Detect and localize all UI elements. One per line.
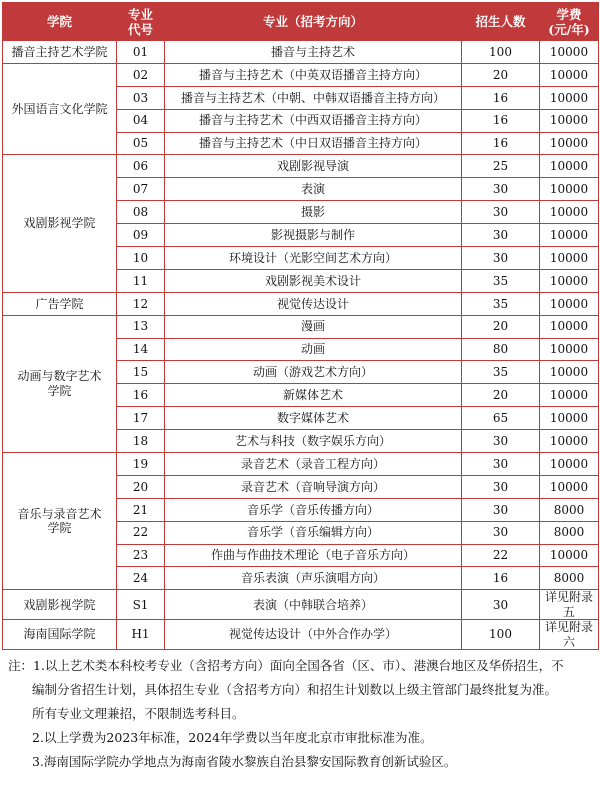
major-cell: 录音艺术（录音工程方向） bbox=[165, 453, 462, 476]
code-cell: 17 bbox=[117, 407, 165, 430]
code-cell: 19 bbox=[117, 453, 165, 476]
table-row bbox=[3, 590, 599, 620]
fee-cell: 10000 bbox=[540, 475, 599, 498]
major-cell: 表演 bbox=[165, 178, 462, 201]
major-cell: 作曲与作曲技术理论（电子音乐方向） bbox=[165, 544, 462, 567]
table-row bbox=[3, 41, 599, 64]
major-cell: 新媒体艺术 bbox=[165, 384, 462, 407]
fee-cell: 10000 bbox=[540, 269, 599, 292]
major-cell: 戏剧影视导演 bbox=[165, 155, 462, 178]
fee-cell: 10000 bbox=[540, 384, 599, 407]
code-cell: 04 bbox=[117, 109, 165, 132]
code-cell: S1 bbox=[117, 590, 165, 620]
code-cell: 16 bbox=[117, 384, 165, 407]
code-cell: 06 bbox=[117, 155, 165, 178]
code-cell: 08 bbox=[117, 201, 165, 224]
major-cell: 动画（游戏艺术方向） bbox=[165, 361, 462, 384]
college-cell bbox=[3, 590, 117, 620]
note-1-line-2: 编制分省招生计划，具体招生专业（含招考方向）和招生计划数以上级主管部门最终批复为准。 bbox=[32, 682, 558, 697]
major-cell: 表演（中韩联合培养） bbox=[165, 590, 462, 620]
college-name: 海南国际学院 bbox=[23, 627, 96, 642]
major-cell: 播音与主持艺术 bbox=[165, 41, 462, 64]
quota-cell: 100 bbox=[462, 41, 540, 64]
college-cell bbox=[3, 620, 117, 650]
table-row bbox=[3, 292, 599, 315]
college-cell bbox=[3, 453, 117, 590]
code-cell: 15 bbox=[117, 361, 165, 384]
major-cell: 环境设计（光影空间艺术方向） bbox=[165, 247, 462, 270]
college-name: 戏剧影视学院 bbox=[23, 216, 96, 231]
note-3: 3.海南国际学院办学地点为海南省陵水黎族自治县黎安国际教育创新试验区。 bbox=[32, 754, 457, 769]
college-name: 播音主持艺术学院 bbox=[11, 44, 108, 59]
fee-cell: 详见附录六 bbox=[540, 620, 599, 650]
major-cell: 视觉传达设计（中外合作办学） bbox=[165, 620, 462, 650]
note-2: 2.以上学费为2023年标准，2024年学费以当年度北京市审批标准为准。 bbox=[32, 730, 433, 745]
note-1-line-3: 所有专业文理兼招，不限制选考科目。 bbox=[32, 706, 245, 721]
code-cell: 02 bbox=[117, 63, 165, 86]
major-cell: 摄影 bbox=[165, 201, 462, 224]
fee-cell: 10000 bbox=[540, 407, 599, 430]
major-cell: 播音与主持艺术（中朝、中韩双语播音主持方向） bbox=[165, 86, 462, 109]
header-college: 学院 bbox=[3, 3, 117, 41]
fee-cell: 8000 bbox=[540, 521, 599, 544]
fee-cell: 10000 bbox=[540, 109, 599, 132]
major-cell: 播音与主持艺术（中日双语播音主持方向） bbox=[165, 132, 462, 155]
major-cell: 艺术与科技（数字娱乐方向） bbox=[165, 430, 462, 453]
fee-cell: 10000 bbox=[540, 315, 599, 338]
code-cell: 10 bbox=[117, 247, 165, 270]
quota-cell: 22 bbox=[462, 544, 540, 567]
quota-cell: 30 bbox=[462, 178, 540, 201]
quota-cell: 30 bbox=[462, 201, 540, 224]
code-cell: 09 bbox=[117, 224, 165, 247]
table-row bbox=[3, 155, 599, 178]
header-quota: 招生人数 bbox=[462, 3, 540, 41]
fee-cell: 10000 bbox=[540, 178, 599, 201]
quota-cell: 30 bbox=[462, 521, 540, 544]
header-fee-line2: (元/年) bbox=[548, 21, 590, 37]
quota-cell: 35 bbox=[462, 361, 540, 384]
college-name: 动画与数字艺术 bbox=[17, 369, 102, 384]
major-cell: 漫画 bbox=[165, 315, 462, 338]
major-cell: 数字媒体艺术 bbox=[165, 407, 462, 430]
notes-section bbox=[8, 654, 596, 774]
table-row bbox=[3, 315, 599, 338]
major-cell: 播音与主持艺术（中英双语播音主持方向） bbox=[165, 63, 462, 86]
header-code-line2: 代号 bbox=[127, 21, 153, 37]
major-cell: 戏剧影视美术设计 bbox=[165, 269, 462, 292]
major-cell: 动画 bbox=[165, 338, 462, 361]
quota-cell: 16 bbox=[462, 109, 540, 132]
fee-cell: 10000 bbox=[540, 292, 599, 315]
code-cell: 07 bbox=[117, 178, 165, 201]
quota-cell: 30 bbox=[462, 475, 540, 498]
fee-cell: 10000 bbox=[540, 453, 599, 476]
college-name: 戏剧影视学院 bbox=[23, 597, 96, 612]
quota-cell: 16 bbox=[462, 567, 540, 590]
college-name: 学院 bbox=[47, 521, 72, 536]
header-major: 专业（招考方向） bbox=[165, 3, 462, 41]
fee-cell: 10000 bbox=[540, 247, 599, 270]
fee-cell: 8000 bbox=[540, 567, 599, 590]
college-cell bbox=[3, 41, 117, 64]
table-body bbox=[3, 41, 599, 650]
code-cell: H1 bbox=[117, 620, 165, 650]
note-1-line-1: 注：1.以上艺术类本科校考专业（含招考方向）面向全国各省（区、市）、港澳台地区及华侨招生，不 bbox=[8, 658, 564, 673]
quota-cell: 100 bbox=[462, 620, 540, 650]
college-cell bbox=[3, 292, 117, 315]
quota-cell: 30 bbox=[462, 590, 540, 620]
code-cell: 11 bbox=[117, 269, 165, 292]
code-cell: 13 bbox=[117, 315, 165, 338]
table-row bbox=[3, 620, 599, 650]
fee-cell: 10000 bbox=[540, 338, 599, 361]
code-cell: 23 bbox=[117, 544, 165, 567]
college-name: 音乐与录音艺术 bbox=[17, 506, 102, 521]
fee-cell: 10000 bbox=[540, 544, 599, 567]
fee-cell: 10000 bbox=[540, 63, 599, 86]
code-cell: 24 bbox=[117, 567, 165, 590]
table-row bbox=[3, 453, 599, 476]
quota-cell: 30 bbox=[462, 453, 540, 476]
fee-cell: 10000 bbox=[540, 155, 599, 178]
college-name: 学院 bbox=[47, 383, 72, 398]
header-fee-line1: 学费 bbox=[556, 6, 582, 22]
table-row bbox=[3, 63, 599, 86]
code-cell: 12 bbox=[117, 292, 165, 315]
quota-cell: 30 bbox=[462, 498, 540, 521]
fee-cell: 8000 bbox=[540, 498, 599, 521]
fee-cell: 10000 bbox=[540, 41, 599, 64]
header-row bbox=[3, 3, 599, 41]
code-cell: 14 bbox=[117, 338, 165, 361]
fee-cell: 10000 bbox=[540, 361, 599, 384]
quota-cell: 80 bbox=[462, 338, 540, 361]
major-cell: 音乐学（音乐传播方向） bbox=[165, 498, 462, 521]
quota-cell: 25 bbox=[462, 155, 540, 178]
college-cell bbox=[3, 63, 117, 155]
header-fee bbox=[540, 3, 599, 41]
code-cell: 05 bbox=[117, 132, 165, 155]
fee-cell: 10000 bbox=[540, 132, 599, 155]
code-cell: 01 bbox=[117, 41, 165, 64]
quota-cell: 20 bbox=[462, 384, 540, 407]
header-code-line1: 专业 bbox=[127, 6, 153, 22]
code-cell: 21 bbox=[117, 498, 165, 521]
header-code bbox=[117, 3, 165, 41]
fee-cell: 详见附录五 bbox=[540, 590, 599, 620]
college-name: 广告学院 bbox=[35, 296, 84, 311]
fee-cell: 10000 bbox=[540, 201, 599, 224]
quota-cell: 35 bbox=[462, 269, 540, 292]
quota-cell: 30 bbox=[462, 430, 540, 453]
major-cell: 播音与主持艺术（中西双语播音主持方向） bbox=[165, 109, 462, 132]
quota-cell: 16 bbox=[462, 86, 540, 109]
quota-cell: 20 bbox=[462, 315, 540, 338]
code-cell: 18 bbox=[117, 430, 165, 453]
college-name: 外国语言文化学院 bbox=[11, 101, 108, 116]
major-cell: 音乐表演（声乐演唱方向） bbox=[165, 567, 462, 590]
major-cell: 影视摄影与制作 bbox=[165, 224, 462, 247]
code-cell: 22 bbox=[117, 521, 165, 544]
quota-cell: 30 bbox=[462, 224, 540, 247]
fee-cell: 10000 bbox=[540, 430, 599, 453]
quota-cell: 20 bbox=[462, 63, 540, 86]
college-cell bbox=[3, 155, 117, 292]
major-cell: 录音艺术（音响导演方向） bbox=[165, 475, 462, 498]
college-cell bbox=[3, 315, 117, 452]
major-cell: 音乐学（音乐编辑方向） bbox=[165, 521, 462, 544]
fee-cell: 10000 bbox=[540, 224, 599, 247]
quota-cell: 30 bbox=[462, 247, 540, 270]
quota-cell: 65 bbox=[462, 407, 540, 430]
code-cell: 03 bbox=[117, 86, 165, 109]
quota-cell: 16 bbox=[462, 132, 540, 155]
admissions-table bbox=[2, 2, 599, 650]
quota-cell: 35 bbox=[462, 292, 540, 315]
fee-cell: 10000 bbox=[540, 86, 599, 109]
code-cell: 20 bbox=[117, 475, 165, 498]
major-cell: 视觉传达设计 bbox=[165, 292, 462, 315]
